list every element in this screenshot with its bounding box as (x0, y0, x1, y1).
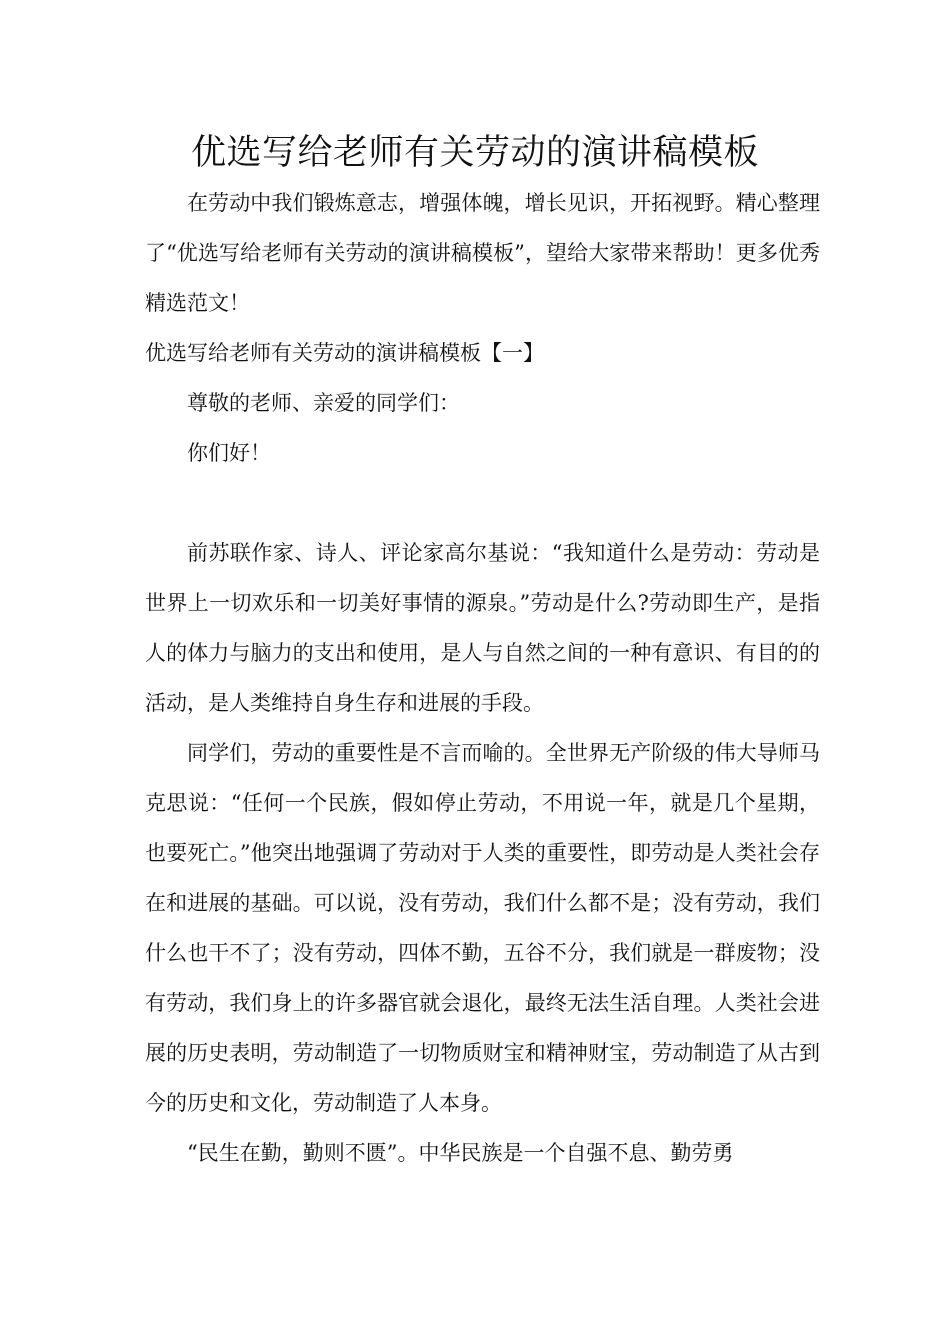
blank-line (145, 478, 820, 528)
body-paragraph-3: “民生在勤，勤则不匮”。中华民族是一个自强不息、勤劳勇 (187, 1141, 734, 1165)
body-paragraph-2: 同学们，劳动的重要性是不言而喻的。全世界无产阶级的伟大导师马克思说：“任何一个民族，假如停止劳动，不用说一年，就是几个星期，也要死亡。”他突出地强调了劳动对于人类的重要性，即劳动是人类社会存在和进展的基础。可以说，没有劳动，我们什么都不是；没有劳动，我们什么也干不了；没有劳动，四体不勤，五谷不分，我们就是一群废物；没有劳动，我们身上的许多器官就会退化，最终无法生活自理。人类社会进展的历史表明，劳动制造了一切物质财宝和精神财宝，劳动制造了从古到今的历史和文化，劳动制造了人本身。 (145, 741, 820, 1115)
salutation: 尊敬的老师、亲爱的同学们： (187, 391, 460, 415)
body-paragraph-1: 前苏联作家、诗人、评论家高尔基说：“我知道什么是劳动：劳动是世界上一切欢乐和一切美好事情的源泉。”劳动是什么?劳动即生产，是指人的体力与脑力的支出和使用，是人与自然之间的一种有意识、有目的的活动，是人类维持自身生存和进展的手段。 (145, 541, 820, 715)
document-title: 优选写给老师有关劳动的演讲稿模板 (190, 133, 759, 173)
section-heading: 优选写给老师有关劳动的演讲稿模板【一】 (145, 341, 544, 365)
intro-paragraph: 在劳动中我们锻炼意志，增强体魄，增长见识，开拓视野。精心整理了“优选写给老师有关劳动的演讲稿模板”，望给大家带来帮助！更多优秀精选范文！ (145, 191, 820, 315)
document-body (145, 178, 820, 1178)
greeting: 你们好！ (187, 441, 271, 465)
